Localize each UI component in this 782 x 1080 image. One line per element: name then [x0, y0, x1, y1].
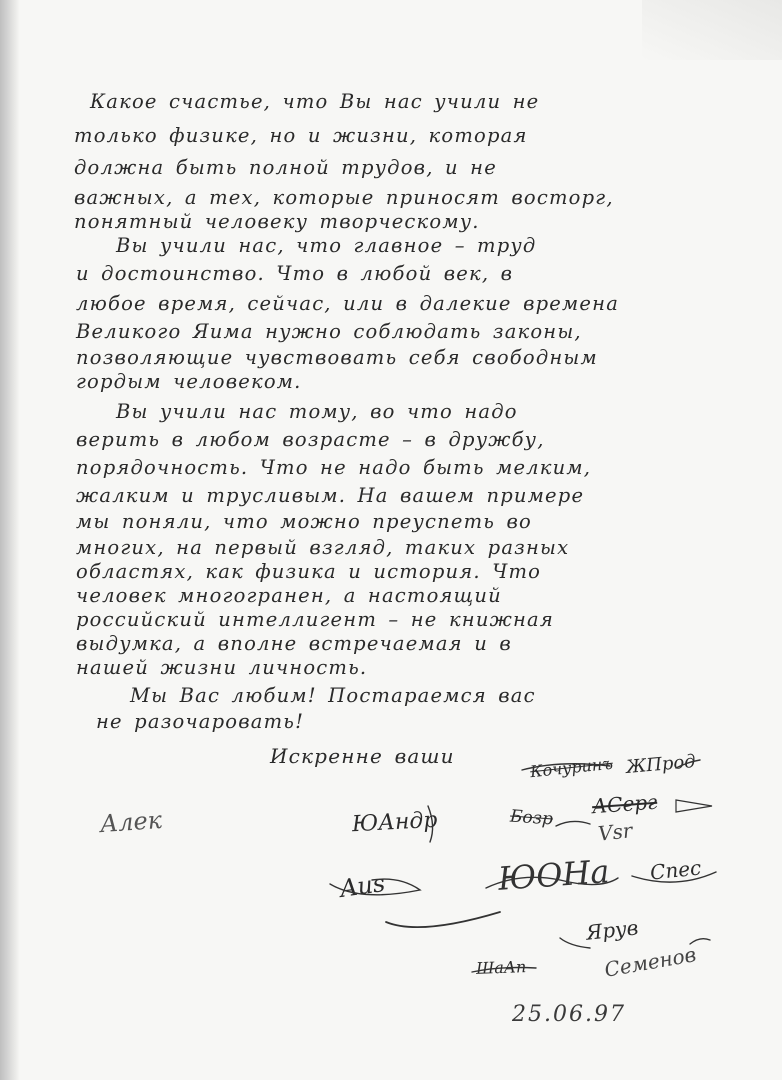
letter-line: Мы Вас любим! Постараемся вас — [130, 684, 536, 707]
letter-line: российский интеллигент – не книжная — [76, 608, 554, 631]
signature: Семенов — [602, 942, 698, 982]
letter-line: порядочность. Что не надо быть мелким, — [76, 456, 592, 479]
flourish-stroke — [560, 938, 590, 948]
letter-line: человек многогранен, а настоящий — [76, 584, 502, 607]
flourish-scribble — [676, 800, 712, 812]
letter-line: Какое счастье, что Вы нас учили не — [90, 90, 540, 113]
letter-line: Вы учили нас тому, во что надо — [116, 400, 518, 423]
flourish-strike — [386, 912, 500, 927]
letter-line: и достоинство. Что в любой век, в — [76, 262, 514, 285]
flourish-stroke — [486, 877, 618, 888]
signature: Aus — [338, 868, 387, 904]
flourish-stroke — [676, 760, 700, 768]
letter-line: позволяющие чувствовать себя свободным — [76, 346, 598, 369]
flourish-stroke — [330, 879, 420, 895]
signature: Vsr — [596, 818, 634, 846]
signature: ШаАп — [475, 957, 527, 978]
flourish-stroke — [556, 821, 590, 826]
letter-line: только физике, но и жизни, которая — [74, 124, 528, 147]
letter-line: выдумка, а вполне встречаемая и в — [76, 632, 512, 655]
signature: Ярув — [584, 915, 640, 945]
letter-line: должна быть полной трудов, и не — [74, 156, 497, 179]
letter-line: нашей жизни личность. — [76, 656, 368, 679]
signature: Бозр — [509, 806, 554, 830]
letter-line: важных, а тех, которые приносят восторг, — [74, 186, 614, 209]
letter-line: областях, как физика и история. Что — [76, 560, 542, 583]
flourish-stroke — [472, 968, 536, 973]
signature: Спес — [648, 855, 703, 885]
letter-line: любое время, сейчас, или в далекие времена — [76, 292, 620, 315]
letter-date: 25.06.97 — [512, 1002, 626, 1027]
letter-line: Вы учили нас, что главное – труд — [116, 234, 537, 257]
closing-phrase: Искренне ваши — [270, 744, 455, 768]
letter-line: гордым человеком. — [76, 370, 302, 393]
letter-line: не разочаровать! — [96, 710, 305, 733]
letter-line: многих, на первый взгляд, таких разных — [76, 536, 570, 559]
letter-line: понятный человеку творческому. — [74, 210, 480, 233]
flourish-stroke — [690, 939, 710, 944]
signature: ЖПрод — [625, 751, 697, 778]
signature: ЮАндр — [351, 807, 439, 838]
letter-line: Великого Яима нужно соблюдать законы, — [76, 320, 582, 343]
letter-line: жалким и трусливым. На вашем примере — [76, 484, 585, 507]
letter-line: мы поняли, что можно преуспеть во — [76, 510, 532, 533]
signature: ЮОНа — [496, 852, 611, 898]
flourish-stroke — [632, 872, 716, 882]
signature: АСерг — [591, 789, 658, 819]
signature: Алек — [99, 805, 163, 839]
signature: Кочуринъ — [529, 753, 614, 782]
letter-line: верить в любом возрасте – в дружбу, — [76, 428, 545, 451]
flourish-stroke — [522, 764, 610, 770]
flourish-stroke — [428, 806, 433, 842]
